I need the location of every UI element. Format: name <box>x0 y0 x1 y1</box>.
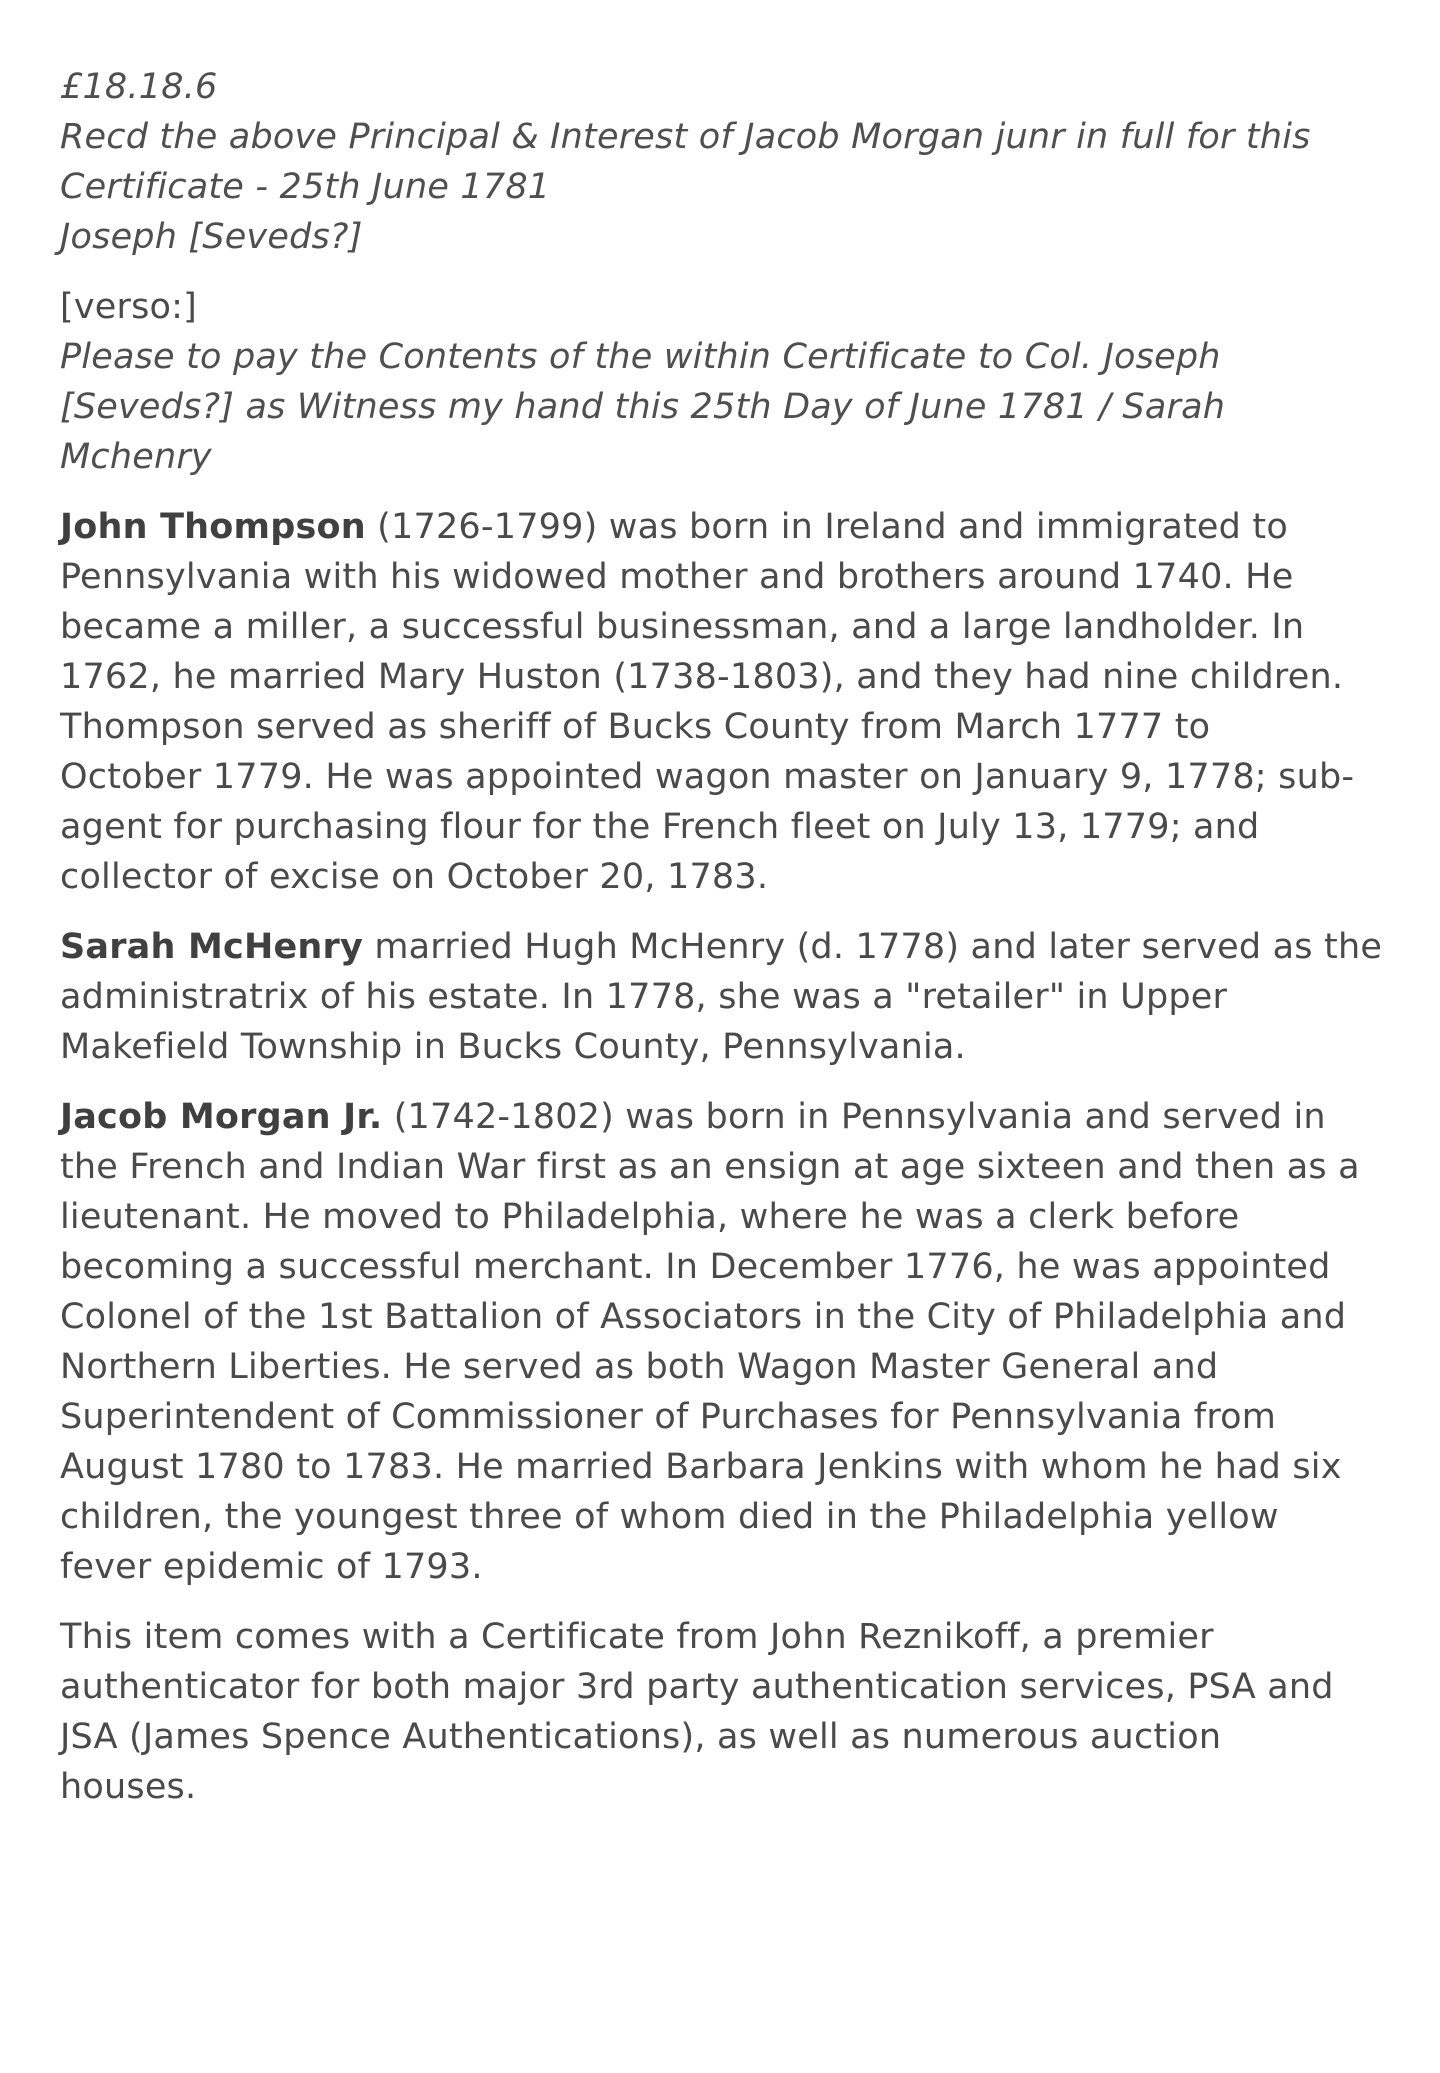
bio-text: children, the youngest three of whom died in the Philadelphia yellow <box>60 1497 1279 1537</box>
bio-text: (1742-1802) was born in Pennsylvania and served in <box>382 1097 1326 1137</box>
bio-text: Makefield Township in Bucks County, Pennsylvania. <box>60 1027 966 1067</box>
certificate-text: authenticator for both major 3rd party authentication services, PSA and <box>60 1667 1334 1707</box>
receipt-amount: £18.18.6 <box>60 67 218 107</box>
bio-text: fever epidemic of 1793. <box>60 1547 483 1587</box>
bio-text: collector of excise on October 20, 1783. <box>60 857 769 897</box>
bio-text: lieutenant. He moved to Philadelphia, where he was a clerk before <box>60 1197 1240 1237</box>
bio-text: became a miller, a successful businessman, and a large landholder. In <box>60 607 1305 647</box>
bio-text: agent for purchasing flour for the French fleet on July 13, 1779; and <box>60 807 1260 847</box>
bio-text: October 1779. He was appointed wagon master on January 9, 1778; sub- <box>60 757 1355 797</box>
bio-text: Colonel of the 1st Battalion of Associators in the City of Philadelphia and <box>60 1297 1347 1337</box>
bio-text: the French and Indian War first as an ensign at age sixteen and then as a <box>60 1147 1360 1187</box>
mchenry-bio <box>60 922 1400 1072</box>
receipt-line: Certificate - 25th June 1781 <box>60 167 551 207</box>
thompson-bio <box>60 502 1400 902</box>
bio-text: Superintendent of Commissioner of Purchases for Pennsylvania from <box>60 1397 1277 1437</box>
receipt-signature: Joseph [Seveds?] <box>60 217 363 257</box>
bio-text: Pennsylvania with his widowed mother and brothers around 1740. He <box>60 557 1294 597</box>
bio-text: Northern Liberties. He served as both Wagon Master General and <box>60 1347 1219 1387</box>
bio-text: August 1780 to 1783. He married Barbara Jenkins with whom he had six <box>60 1447 1342 1487</box>
bio-text: married Hugh McHenry (d. 1778) and later served as the <box>363 927 1383 967</box>
verso-line: Please to pay the Contents of the within Certificate to Col. Joseph <box>60 337 1221 377</box>
bio-text: Thompson served as sheriff of Bucks County from March 1777 to <box>60 707 1211 747</box>
bio-text: administratrix of his estate. In 1778, she was a "retailer" in Upper <box>60 977 1228 1017</box>
certificate-text: houses. <box>60 1767 197 1807</box>
bio-name: John Thompson <box>60 507 366 547</box>
bio-name: Sarah McHenry <box>60 927 364 967</box>
receipt-transcription <box>60 62 1400 262</box>
verso-line: [Seveds?] as Witness my hand this 25th Day of June 1781 / Sarah <box>60 387 1226 427</box>
certificate-text: This item comes with a Certificate from John Reznikoff, a premier <box>60 1617 1214 1657</box>
verso-transcription <box>60 282 1400 482</box>
certificate-note <box>60 1612 1400 1812</box>
bio-name: Jacob Morgan Jr. <box>60 1097 383 1137</box>
morgan-bio <box>60 1092 1400 1592</box>
bio-text: 1762, he married Mary Huston (1738-1803), and they had nine children. <box>60 657 1344 697</box>
verso-signature: Mchenry <box>60 437 212 477</box>
certificate-text: JSA (James Spence Authentications), as well as numerous auction <box>60 1717 1222 1757</box>
verso-label: [verso:] <box>60 287 197 327</box>
document-page <box>60 62 1400 1832</box>
receipt-line: Recd the above Principal & Interest of Jacob Morgan junr in full for this <box>60 117 1311 157</box>
bio-text: becoming a successful merchant. In December 1776, he was appointed <box>60 1247 1331 1287</box>
bio-text: (1726-1799) was born in Ireland and immigrated to <box>365 507 1288 547</box>
